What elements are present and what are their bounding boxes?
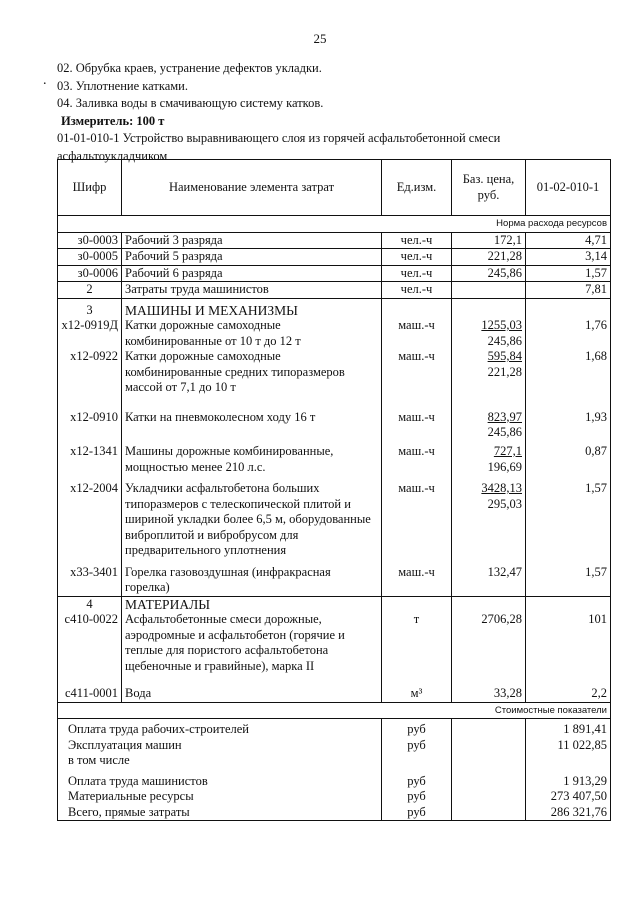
summary-unit: руб (382, 738, 452, 754)
row-unit: чел.-ч (382, 249, 452, 266)
row-price: 245,86 (452, 265, 526, 282)
row-norm: 3,14 (526, 249, 611, 266)
row-price: 2706,28 (452, 612, 526, 686)
row-code: з0-0006 (58, 265, 122, 282)
table-row (58, 232, 611, 249)
row-name: Вода (122, 686, 382, 702)
row-name: Рабочий 6 разряда (122, 265, 382, 282)
header-name: Наименование элемента затрат (122, 160, 382, 216)
row-price: 172,1 (452, 232, 526, 249)
row-name: Машины дорожные комбинированные, мощностью менее 210 л.с. (122, 444, 382, 481)
row-price: 823,97 245,86 (452, 410, 526, 445)
summary-row (58, 753, 611, 769)
row-norm: 1,57 (526, 481, 611, 565)
row-code: х12-0919Д (58, 318, 122, 349)
table-row (58, 410, 611, 445)
row-code: х12-1341 (58, 444, 122, 481)
row-unit: маш.-ч (382, 318, 452, 349)
work-description (57, 60, 617, 165)
row-code: з0-0003 (58, 232, 122, 249)
norm-label: Норма расхода ресурсов (58, 216, 611, 233)
summary-row (58, 769, 611, 790)
row-norm: 0,87 (526, 444, 611, 481)
work-step-03: 03. Уплотнение катками. (57, 78, 188, 93)
table-row (58, 249, 611, 266)
table-row (58, 481, 611, 565)
row-norm: 1,68 (526, 349, 611, 410)
table-row (58, 612, 611, 686)
row-price: 1255,03 245,86 (452, 318, 526, 349)
cost-label: Стоимостные показатели (58, 702, 611, 719)
row-code: х33-3401 (58, 565, 122, 597)
section-name: МАТЕРИАЛЫ (122, 596, 382, 612)
row-norm: 1,76 (526, 318, 611, 349)
summary-unit: руб (382, 789, 452, 805)
summary-label: Оплата труда машинистов (58, 769, 382, 790)
row-price: 595,84 221,28 (452, 349, 526, 410)
row-unit: м³ (382, 686, 452, 702)
table-row (58, 318, 611, 349)
row-name: Катки дорожные самоходные комбинированные средних типоразмеров массой от 7,1 до 10 т (122, 349, 382, 410)
row-unit: маш.-ч (382, 349, 452, 410)
row-norm: 1,57 (526, 565, 611, 597)
row-code: с410-0022 (58, 612, 122, 686)
row-name: Укладчики асфальтобетона больших типоразмеров с телескопической плитой и шириной укладки более 6,5 м, оборудованные виброплитой и вибробрусом для предварительного уплотнения (122, 481, 382, 565)
cost-estimate-table (57, 159, 611, 821)
header-norm-code: 01-02-010-1 (526, 160, 611, 216)
table-row (58, 282, 611, 299)
row-price (452, 282, 526, 299)
section-title-cont: асфальтоукладчиком (57, 148, 168, 163)
stray-mark: . (43, 73, 47, 88)
row-norm: 1,57 (526, 265, 611, 282)
row-norm: 2,2 (526, 686, 611, 702)
row-unit: чел.-ч (382, 265, 452, 282)
norm-label-row (58, 216, 611, 233)
row-name: Катки на пневмоколесном ходу 16 т (122, 410, 382, 445)
row-code: х12-0910 (58, 410, 122, 445)
row-name: Асфальтобетонные смеси дорожные, аэродромные и асфальтобетон (горячие и теплые для пористого асфальтобетона щебеночные и гравийные), марка II (122, 612, 382, 686)
row-price: 33,28 (452, 686, 526, 702)
summary-label: Оплата труда рабочих-строителей (58, 719, 382, 738)
header-code: Шифр (58, 160, 122, 216)
row-name: Горелка газовоздушная (инфракрасная горелка) (122, 565, 382, 597)
section-header-row (58, 298, 611, 318)
table-row (58, 444, 611, 481)
summary-unit: руб (382, 719, 452, 738)
table-row (58, 265, 611, 282)
row-norm: 101 (526, 612, 611, 686)
row-code: з0-0005 (58, 249, 122, 266)
summary-value: 1 891,41 (526, 719, 611, 738)
row-norm: 7,81 (526, 282, 611, 299)
header-unit: Ед.изм. (382, 160, 452, 216)
section-header-row (58, 596, 611, 612)
row-name: Рабочий 3 разряда (122, 232, 382, 249)
row-norm: 4,71 (526, 232, 611, 249)
summary-row (58, 789, 611, 805)
work-step-04: 04. Заливка воды в смачивающую систему катков. (57, 96, 324, 110)
row-price: 727,1 196,69 (452, 444, 526, 481)
table-row (58, 565, 611, 597)
row-unit: чел.-ч (382, 282, 452, 299)
row-code: х12-0922 (58, 349, 122, 410)
summary-value: 286 321,76 (526, 805, 611, 821)
header-price: Баз. цена, руб. (452, 160, 526, 216)
page-number: 25 (313, 31, 327, 46)
summary-value: 273 407,50 (526, 789, 611, 805)
row-code: 2 (58, 282, 122, 299)
summary-value: 1 913,29 (526, 769, 611, 790)
section-title: 01-01-010-1 Устройство выравнивающего слоя из горячей асфальтобетонной смеси (57, 131, 501, 145)
summary-label: Всего, прямые затраты (58, 805, 382, 821)
section-number: 3 (58, 298, 122, 318)
row-price: 132,47 (452, 565, 526, 597)
row-code: с411-0001 (58, 686, 122, 702)
measure-unit: Измеритель: 100 т (61, 113, 165, 128)
row-unit: чел.-ч (382, 232, 452, 249)
summary-unit: руб (382, 805, 452, 821)
row-name: Затраты труда машинистов (122, 282, 382, 299)
row-price: 3428,13 295,03 (452, 481, 526, 565)
table-row (58, 349, 611, 410)
summary-row (58, 719, 611, 738)
row-unit: маш.-ч (382, 444, 452, 481)
summary-label: в том числе (58, 753, 382, 769)
summary-unit: руб (382, 769, 452, 790)
summary-row (58, 738, 611, 754)
table-row (58, 686, 611, 702)
row-unit: т (382, 612, 452, 686)
summary-value: 11 022,85 (526, 738, 611, 754)
summary-row (58, 805, 611, 821)
row-name: Катки дорожные самоходные комбинированные от 10 т до 12 т (122, 318, 382, 349)
section-name: МАШИНЫ И МЕХАНИЗМЫ (122, 298, 382, 318)
row-unit: маш.-ч (382, 410, 452, 445)
table-header (58, 160, 611, 216)
section-number: 4 (58, 596, 122, 612)
row-code: х12-2004 (58, 481, 122, 565)
row-unit: маш.-ч (382, 565, 452, 597)
row-norm: 1,93 (526, 410, 611, 445)
summary-label: Материальные ресурсы (58, 789, 382, 805)
row-price: 221,28 (452, 249, 526, 266)
summary-label: Эксплуатация машин (58, 738, 382, 754)
row-name: Рабочий 5 разряда (122, 249, 382, 266)
work-step-02: 02. Обрубка краев, устранение дефектов укладки. (57, 61, 322, 75)
row-unit: маш.-ч (382, 481, 452, 565)
cost-label-row (58, 702, 611, 719)
